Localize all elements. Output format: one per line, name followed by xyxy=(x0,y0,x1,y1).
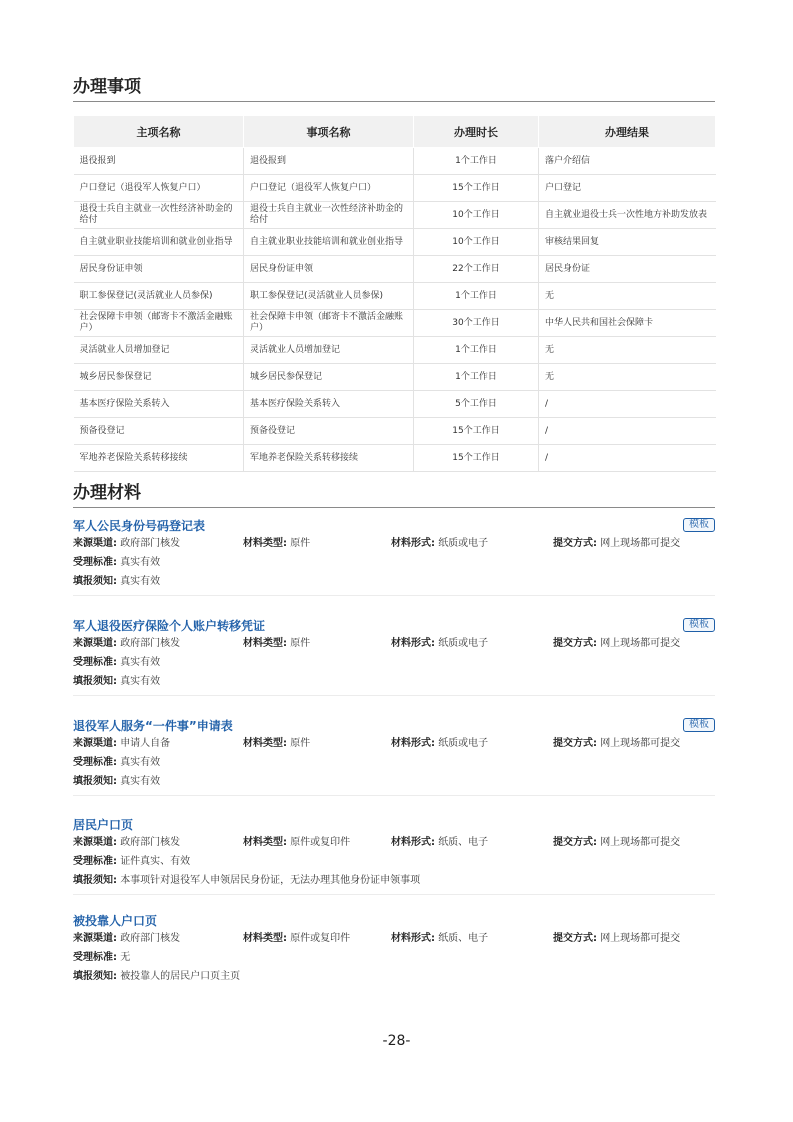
source-label: 来源渠道: xyxy=(73,638,117,649)
cell-result: 无 xyxy=(539,337,716,364)
notice-label: 填报须知: xyxy=(73,776,117,787)
material-block xyxy=(73,618,715,696)
type-value: 原件 xyxy=(290,638,311,649)
table-row xyxy=(74,283,716,310)
material-block xyxy=(73,518,715,596)
standard-label: 受理标准: xyxy=(73,952,117,963)
material-notice-row xyxy=(73,672,715,691)
submit-value: 网上现场都可提交 xyxy=(600,933,681,944)
material-name: 被投靠人户口页 xyxy=(73,914,158,928)
notice-value: 被投靠人的居民户口页主页 xyxy=(120,971,241,982)
cell-item-name: 职工参保登记(灵活就业人员参保) xyxy=(244,283,414,310)
material-notice-row xyxy=(73,967,715,986)
header-item-name: 事项名称 xyxy=(244,116,414,148)
submit-label: 提交方式: xyxy=(553,638,597,649)
cell-main-item: 退役士兵自主就业一次性经济补助金的给付 xyxy=(74,202,244,229)
material-notice-row xyxy=(73,772,715,791)
cell-duration: 15个工作日 xyxy=(414,445,539,472)
table-row xyxy=(74,229,716,256)
cell-item-name: 退役士兵自主就业一次性经济补助金的给付 xyxy=(244,202,414,229)
table-row xyxy=(74,337,716,364)
submit-label: 提交方式: xyxy=(553,538,597,549)
cell-main-item: 职工参保登记(灵活就业人员参保) xyxy=(74,283,244,310)
cell-main-item: 自主就业职业技能培训和就业创业指导 xyxy=(74,229,244,256)
type-label: 材料类型: xyxy=(243,837,287,848)
cell-item-name: 居民身份证申领 xyxy=(244,256,414,283)
form-value: 纸质、电子 xyxy=(438,933,489,944)
type-value: 原件或复印件 xyxy=(290,837,351,848)
material-info-row xyxy=(73,929,715,948)
source-value: 政府部门核发 xyxy=(120,837,181,848)
material-notice-row xyxy=(73,572,715,591)
cell-result: 中华人民共和国社会保障卡 xyxy=(539,310,716,337)
standard-value: 无 xyxy=(120,952,131,963)
submit-value: 网上现场都可提交 xyxy=(600,738,681,749)
cell-item-name: 军地养老保险关系转移接续 xyxy=(244,445,414,472)
header-main-item: 主项名称 xyxy=(74,116,244,148)
material-standard-row xyxy=(73,852,715,871)
material-block xyxy=(73,913,715,986)
material-name: 退役军人服务“一件事”申请表 xyxy=(73,719,233,733)
form-value: 纸质或电子 xyxy=(438,738,489,749)
material-notice-row xyxy=(73,871,715,890)
form-label: 材料形式: xyxy=(391,933,435,944)
material-standard-row xyxy=(73,553,715,572)
material-info-row xyxy=(73,634,715,653)
material-name: 军人公民身份号码登记表 xyxy=(73,519,206,533)
standard-value: 真实有效 xyxy=(120,757,161,768)
form-label: 材料形式: xyxy=(391,638,435,649)
cell-main-item: 居民身份证申领 xyxy=(74,256,244,283)
table-row xyxy=(74,418,716,445)
cell-duration: 15个工作日 xyxy=(414,175,539,202)
template-button[interactable]: 模板 xyxy=(683,618,715,632)
table-row xyxy=(74,445,716,472)
source-label: 来源渠道: xyxy=(73,837,117,848)
table-row xyxy=(74,310,716,337)
cell-result: / xyxy=(539,391,716,418)
cell-item-name: 社会保障卡申领（邮寄卡不激活金融账户） xyxy=(244,310,414,337)
cell-item-name: 自主就业职业技能培训和就业创业指导 xyxy=(244,229,414,256)
standard-label: 受理标准: xyxy=(73,657,117,668)
material-standard-row xyxy=(73,948,715,967)
material-block xyxy=(73,817,715,895)
source-label: 来源渠道: xyxy=(73,933,117,944)
submit-label: 提交方式: xyxy=(553,837,597,848)
standard-label: 受理标准: xyxy=(73,757,117,768)
cell-result: 无 xyxy=(539,364,716,391)
table-row xyxy=(74,202,716,229)
cell-result: 户口登记 xyxy=(539,175,716,202)
table-header-row xyxy=(74,116,716,148)
type-value: 原件 xyxy=(290,738,311,749)
cell-result: / xyxy=(539,445,716,472)
cell-duration: 5个工作日 xyxy=(414,391,539,418)
cell-result: 审核结果回复 xyxy=(539,229,716,256)
cell-result: 无 xyxy=(539,283,716,310)
cell-main-item: 城乡居民参保登记 xyxy=(74,364,244,391)
type-label: 材料类型: xyxy=(243,738,287,749)
template-button[interactable]: 模板 xyxy=(683,518,715,532)
cell-duration: 1个工作日 xyxy=(414,148,539,175)
table-row xyxy=(74,391,716,418)
form-value: 纸质或电子 xyxy=(438,638,489,649)
form-label: 材料形式: xyxy=(391,837,435,848)
cell-item-name: 灵活就业人员增加登记 xyxy=(244,337,414,364)
material-info-row xyxy=(73,734,715,753)
cell-main-item: 灵活就业人员增加登记 xyxy=(74,337,244,364)
material-name: 军人退役医疗保险个人账户转移凭证 xyxy=(73,619,266,633)
cell-item-name: 城乡居民参保登记 xyxy=(244,364,414,391)
notice-label: 填报须知: xyxy=(73,875,117,886)
cell-duration: 10个工作日 xyxy=(414,202,539,229)
source-label: 来源渠道: xyxy=(73,738,117,749)
notice-value: 真实有效 xyxy=(120,676,161,687)
page-number: -28- xyxy=(382,1033,411,1049)
cell-item-name: 户口登记（退役军人恢复户口） xyxy=(244,175,414,202)
type-label: 材料类型: xyxy=(243,933,287,944)
source-label: 来源渠道: xyxy=(73,538,117,549)
submit-label: 提交方式: xyxy=(553,738,597,749)
cell-result: 居民身份证 xyxy=(539,256,716,283)
standard-label: 受理标准: xyxy=(73,557,117,568)
cell-duration: 1个工作日 xyxy=(414,364,539,391)
cell-main-item: 军地养老保险关系转移接续 xyxy=(74,445,244,472)
form-label: 材料形式: xyxy=(391,538,435,549)
cell-duration: 22个工作日 xyxy=(414,256,539,283)
section-title-items: 办理事项 xyxy=(73,76,715,102)
cell-item-name: 预备役登记 xyxy=(244,418,414,445)
notice-label: 填报须知: xyxy=(73,676,117,687)
form-label: 材料形式: xyxy=(391,738,435,749)
submit-value: 网上现场都可提交 xyxy=(600,638,681,649)
cell-duration: 1个工作日 xyxy=(414,337,539,364)
notice-value: 本事项针对退役军人申领居民身份证，无法办理其他身份证申领事项 xyxy=(120,875,421,886)
cell-duration: 15个工作日 xyxy=(414,418,539,445)
divider xyxy=(73,695,715,696)
source-value: 政府部门核发 xyxy=(120,538,181,549)
notice-label: 填报须知: xyxy=(73,971,117,982)
source-value: 政府部门核发 xyxy=(120,933,181,944)
type-label: 材料类型: xyxy=(243,538,287,549)
table-row xyxy=(74,256,716,283)
notice-value: 真实有效 xyxy=(120,576,161,587)
notice-value: 真实有效 xyxy=(120,776,161,787)
cell-duration: 1个工作日 xyxy=(414,283,539,310)
submit-value: 网上现场都可提交 xyxy=(600,837,681,848)
divider xyxy=(73,795,715,796)
notice-label: 填报须知: xyxy=(73,576,117,587)
standard-label: 受理标准: xyxy=(73,856,117,867)
cell-duration: 30个工作日 xyxy=(414,310,539,337)
table-row xyxy=(74,175,716,202)
cell-result: 落户介绍信 xyxy=(539,148,716,175)
material-name: 居民户口页 xyxy=(73,818,134,832)
header-result: 办理结果 xyxy=(539,116,716,148)
table-row xyxy=(74,364,716,391)
cell-main-item: 基本医疗保险关系转入 xyxy=(74,391,244,418)
submit-label: 提交方式: xyxy=(553,933,597,944)
template-button[interactable]: 模板 xyxy=(683,718,715,732)
standard-value: 真实有效 xyxy=(120,557,161,568)
cell-main-item: 社会保障卡申领（邮寄卡不激活金融账户） xyxy=(74,310,244,337)
type-label: 材料类型: xyxy=(243,638,287,649)
type-value: 原件或复印件 xyxy=(290,933,351,944)
section-title-materials: 办理材料 xyxy=(73,482,715,508)
divider xyxy=(73,595,715,596)
cell-item-name: 基本医疗保险关系转入 xyxy=(244,391,414,418)
source-value: 政府部门核发 xyxy=(120,638,181,649)
cell-result: / xyxy=(539,418,716,445)
cell-duration: 10个工作日 xyxy=(414,229,539,256)
material-info-row xyxy=(73,833,715,852)
material-standard-row xyxy=(73,653,715,672)
standard-value: 真实有效 xyxy=(120,657,161,668)
type-value: 原件 xyxy=(290,538,311,549)
submit-value: 网上现场都可提交 xyxy=(600,538,681,549)
header-duration: 办理时长 xyxy=(414,116,539,148)
cell-result: 自主就业退役士兵一次性地方补助发放表 xyxy=(539,202,716,229)
items-table xyxy=(73,115,716,472)
table-row xyxy=(74,148,716,175)
cell-main-item: 预备役登记 xyxy=(74,418,244,445)
standard-value: 证件真实、有效 xyxy=(120,856,191,867)
material-info-row xyxy=(73,534,715,553)
cell-main-item: 户口登记（退役军人恢复户口） xyxy=(74,175,244,202)
source-value: 申请人自备 xyxy=(120,738,171,749)
cell-main-item: 退役报到 xyxy=(74,148,244,175)
cell-item-name: 退役报到 xyxy=(244,148,414,175)
form-value: 纸质、电子 xyxy=(438,837,489,848)
form-value: 纸质或电子 xyxy=(438,538,489,549)
material-standard-row xyxy=(73,753,715,772)
material-block xyxy=(73,718,715,796)
divider xyxy=(73,894,715,895)
